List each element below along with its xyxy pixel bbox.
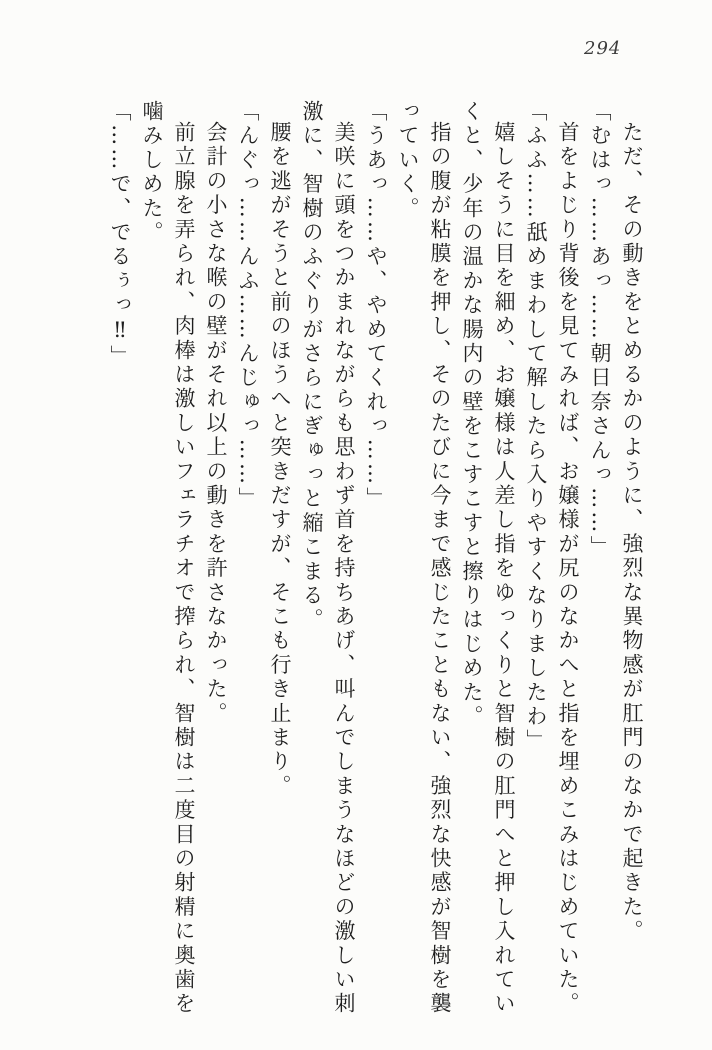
text-line: 「ふふ……舐めまわして解したら入りやすくなりましたわ」 bbox=[524, 100, 548, 754]
text-line: 首をよじり背後を見てみれば、お嬢様が尻のなかへと指を埋めこみはじめていた。 bbox=[556, 121, 580, 1017]
text-line: 噛みしめた。 bbox=[140, 100, 164, 246]
text-line: 腰を逃がそうと前のほうへと突きだすが、そこも行き止まり。 bbox=[268, 121, 292, 799]
text-line: 「むはっ……あっ……朝日奈さんっ……」 bbox=[588, 100, 612, 560]
text-line: 「……で、でるぅっ‼」 bbox=[108, 100, 132, 370]
text-line: 美咲に頭をつかまれながらも思わず首を持ちあげ、叫んでしまうなほどの激しい刺 bbox=[332, 121, 356, 1017]
text-line: っていく。 bbox=[396, 100, 420, 221]
text-line: 嬉しそうに目を細め、お嬢様は人差し指をゆっくりと智樹の肛門へと押し入れてい bbox=[492, 121, 516, 1017]
text-line: 激に、智樹のふぐりがさらにぎゅっと縮こまる。 bbox=[300, 100, 324, 633]
vertical-text-area bbox=[100, 100, 648, 1020]
text-line: ただ、その動きをとめるかのように、強烈な異物感が肛門のなかで起きた。 bbox=[620, 121, 644, 944]
page-number: 294 bbox=[584, 38, 622, 59]
text-line: 指の腹が粘膜を押し、そのたびに今まで感じたこともない、強烈な快感が智樹を襲 bbox=[428, 121, 452, 1017]
text-line: 「うあっ……や、やめてくれっ……」 bbox=[364, 100, 388, 512]
text-line: 前立腺を弄られ、肉棒は激しいフェラチオで搾られ、智樹は二度目の射精に奥歯を bbox=[172, 121, 196, 1017]
text-line: くと、少年の温かな腸内の壁をこすこすと擦りはじめた。 bbox=[460, 100, 484, 730]
text-line: 「んぐっ……んふ……んじゅっ……」 bbox=[236, 100, 260, 512]
text-line: 会計の小さな喉の壁がそれ以上の動きを許さなかった。 bbox=[204, 121, 228, 726]
